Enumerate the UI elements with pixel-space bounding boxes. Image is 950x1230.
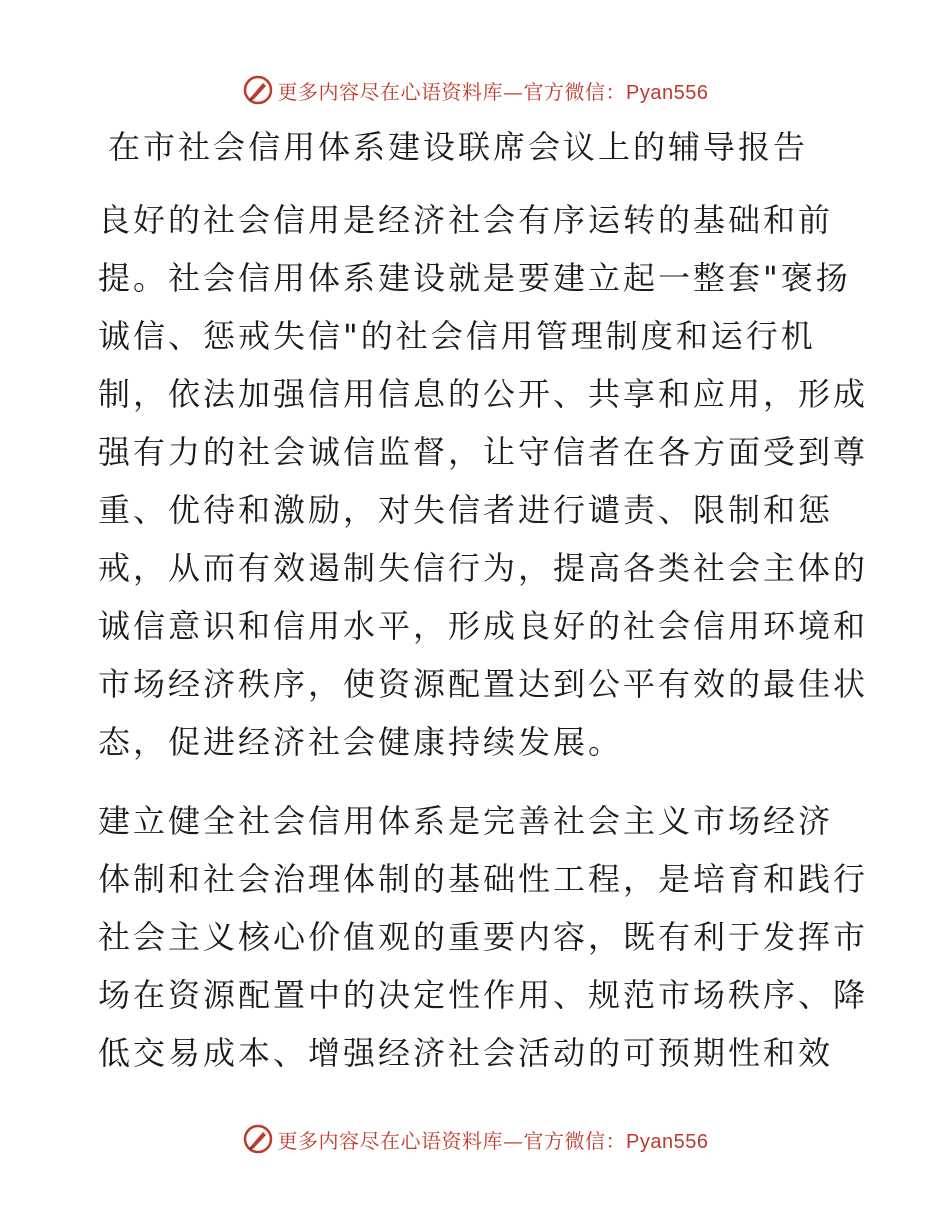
header-banner (0, 70, 950, 110)
paragraph-1-line: 戒，从而有效遏制失信行为，提高各类社会主体的 (98, 549, 869, 587)
paragraph-2-line: 社会主义核心价值观的重要内容，既有利于发挥市 (98, 918, 869, 956)
header-wechat-id: Pyan556 (626, 81, 709, 104)
document-title: 在市社会信用体系建设联席会议上的辅导报告 (108, 128, 809, 166)
paragraph-2-line: 建立健全社会信用体系是完善社会主义市场经济 (98, 802, 834, 840)
paragraph-1-line: 诚信意识和信用水平，形成良好的社会信用环境和 (98, 607, 869, 645)
paragraph-1-line: 提。社会信用体系建设就是要建立起一整套"褒扬 (98, 259, 851, 297)
paragraph-1-line: 诚信、惩戒失信"的社会信用管理制度和运行机 (98, 317, 816, 355)
pen-logo-icon (242, 74, 274, 106)
paragraph-1-line: 强有力的社会诚信监督，让守信者在各方面受到尊 (98, 433, 869, 471)
paragraph-1-line: 重、优待和激励，对失信者进行谴责、限制和惩 (98, 491, 834, 529)
paragraph-2-line: 体制和社会治理体制的基础性工程，是培育和践行 (98, 860, 869, 898)
header-banner-text: 更多内容尽在心语资料库—官方微信：Pyan556 (277, 79, 709, 104)
paragraph-2-line: 场在资源配置中的决定性作用、规范市场秩序、降 (98, 976, 869, 1014)
paragraph-1-line: 市场经济秩序，使资源配置达到公平有效的最佳状 (98, 665, 869, 703)
paragraph-1-line: 态，促进经济社会健康持续发展。 (98, 723, 624, 761)
pen-logo-icon (242, 1123, 274, 1155)
paragraph-1-line: 良好的社会信用是经济社会有序运转的基础和前 (98, 201, 834, 239)
footer-wechat-id: Pyan556 (626, 1130, 709, 1153)
footer-banner-text: 更多内容尽在心语资料库—官方微信：Pyan556 (277, 1128, 709, 1153)
footer-banner (0, 1119, 950, 1159)
paragraph-2-line: 低交易成本、增强经济社会活动的可预期性和效 (98, 1034, 834, 1072)
paragraph-1-line: 制，依法加强信用信息的公开、共享和应用，形成 (98, 375, 869, 413)
